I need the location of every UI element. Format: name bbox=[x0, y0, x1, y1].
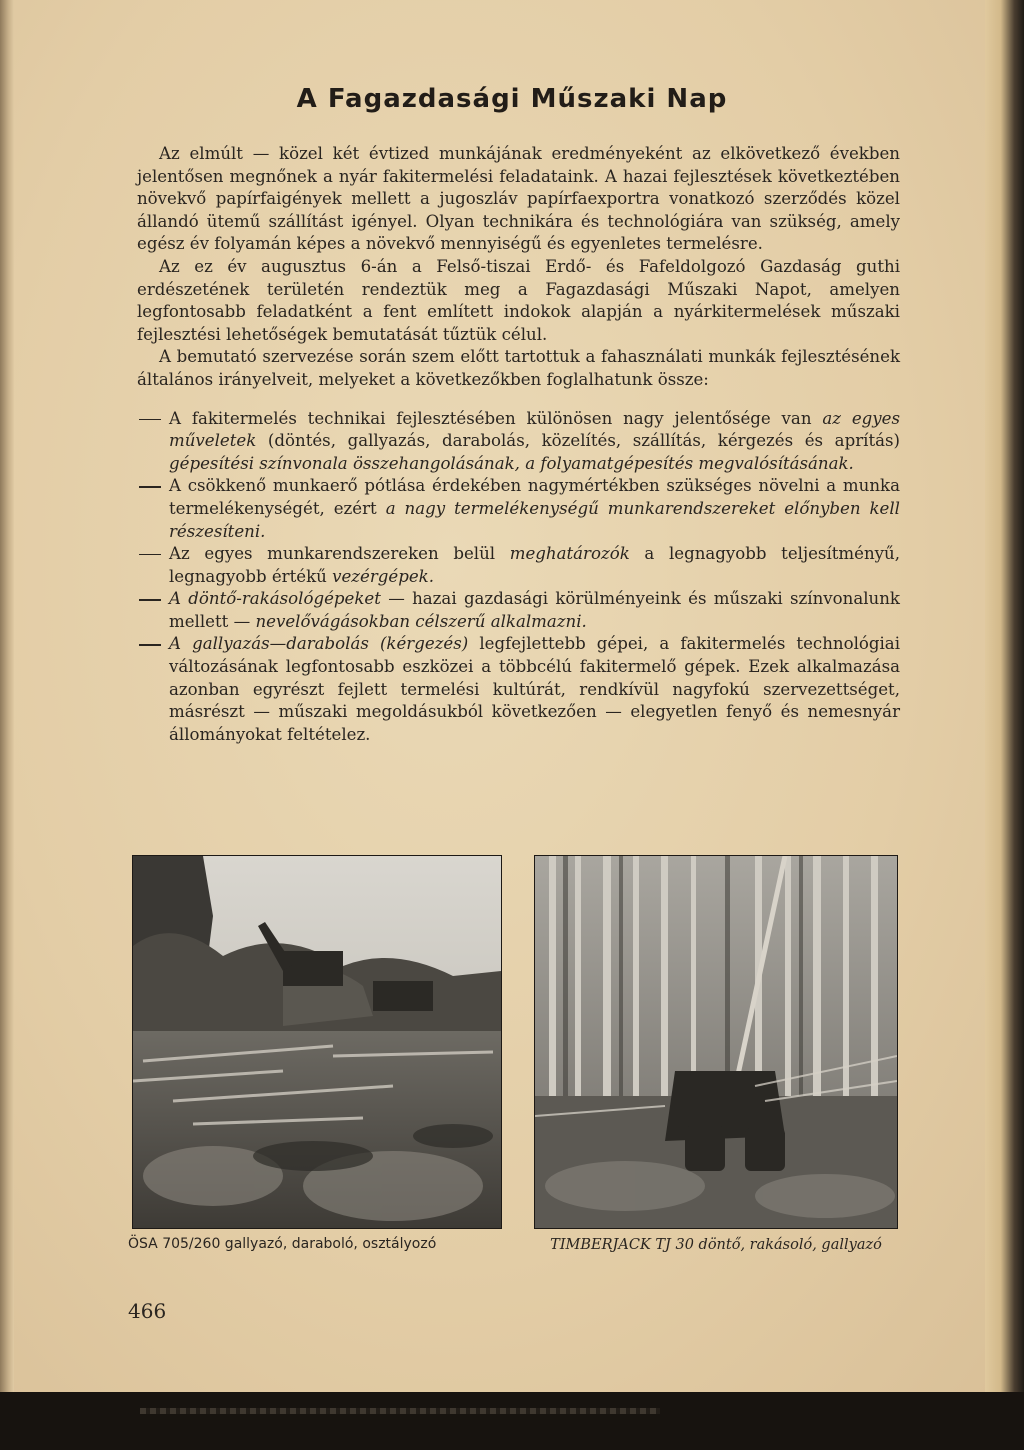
guideline-item: A gallyazás—darabolás (kérgezés) legfejlettebb gépei, a fakitermelés technológiai változásának legfontosabb eszközei a többcélú fakitermelő gépek. Ezek alkalmazása azonban egyrészt fejlett termelési kultúrát, rendkívül nagyfokú szervezettséget, másrészt — műszaki megoldásukból következően — elegyetlen fenyő és nemesnyár állományokat feltételez. bbox=[169, 634, 900, 744]
binding-shadow bbox=[0, 0, 14, 1392]
article-title: A Fagazdasági Műszaki Nap bbox=[296, 84, 728, 114]
photo-osa-image bbox=[133, 856, 501, 1228]
guideline-list bbox=[137, 408, 900, 747]
article-body bbox=[137, 143, 900, 746]
bottom-strip-texture bbox=[140, 1408, 660, 1414]
bottom-strip bbox=[0, 1392, 1024, 1450]
caption-left: ÖSA 705/260 gallyazó, daraboló, osztályozó bbox=[128, 1236, 437, 1252]
paragraph-1: Az elmúlt — közel két évtized munkájának eredményeként az elkövetkező években jelentősen megnőnek a nyár fakitermelési feladataink. A hazai fejlesztések következtében növekvő papírfaigények mellett a jugoszláv papírfaexportra vonatkozó szerződés közel állandó ütemű szállítást igényel. Olyan technikára és technológiára van szükség, amely egész év folyamán képes a növekvő mennyiségű és egyenletes termelésre. bbox=[137, 144, 900, 254]
caption-right: TIMBERJACK TJ 30 döntő, rakásoló, gallyazó bbox=[550, 1237, 882, 1253]
paragraph-3: A bemutató szervezése során szem előtt tartottuk a fahasználati munkák fejlesztésének általános irányelveit, melyeket a következőkben foglalhatunk össze: bbox=[137, 347, 900, 389]
photo-timberjack-machine bbox=[534, 855, 898, 1229]
page-edge bbox=[985, 0, 1024, 1392]
guideline-item: A fakitermelés technikai fejlesztésében különösen nagy jelentősége van az egyes műveletek (döntés, gallyazás, darabolás, közelítés, szállítás, kérgezés és aprítás) gépesítési színvonala összehangolásának, a folyamatgépesítés megvalósításának. bbox=[169, 408, 900, 473]
photo-osa-machine bbox=[132, 855, 502, 1229]
page-number: 466 bbox=[128, 1299, 167, 1323]
guideline-item: A csökkenő munkaerő pótlása érdekében nagymértékben szükséges növelni a munka termelékenységét, ezért a nagy termelékenységű munkarendszereket előnyben kell részesíteni. bbox=[169, 476, 900, 541]
paragraph-2: Az ez év augusztus 6-án a Felső-tiszai Erdő- és Fafeldolgozó Gazdaság guthi erdészetének területén rendeztük meg a Fagazdasági Műszaki Napot, amelyen legfontosabb feladatként a fent említett indokok alapján a nyárkitermelések műszaki fejlesztési lehetőségek bemutatását tűztük célul. bbox=[137, 256, 900, 344]
guideline-item: A döntő-rakásológépeket — hazai gazdasági körülményeink és műszaki színvonalunk mellett — nevelővágásokban célszerű alkalmazni. bbox=[169, 589, 900, 631]
guideline-item: Az egyes munkarendszereken belül meghatározók a legnagyobb teljesítményű, legnagyobb értékű vezérgépek. bbox=[169, 544, 900, 586]
photo-timberjack-image bbox=[535, 856, 897, 1228]
